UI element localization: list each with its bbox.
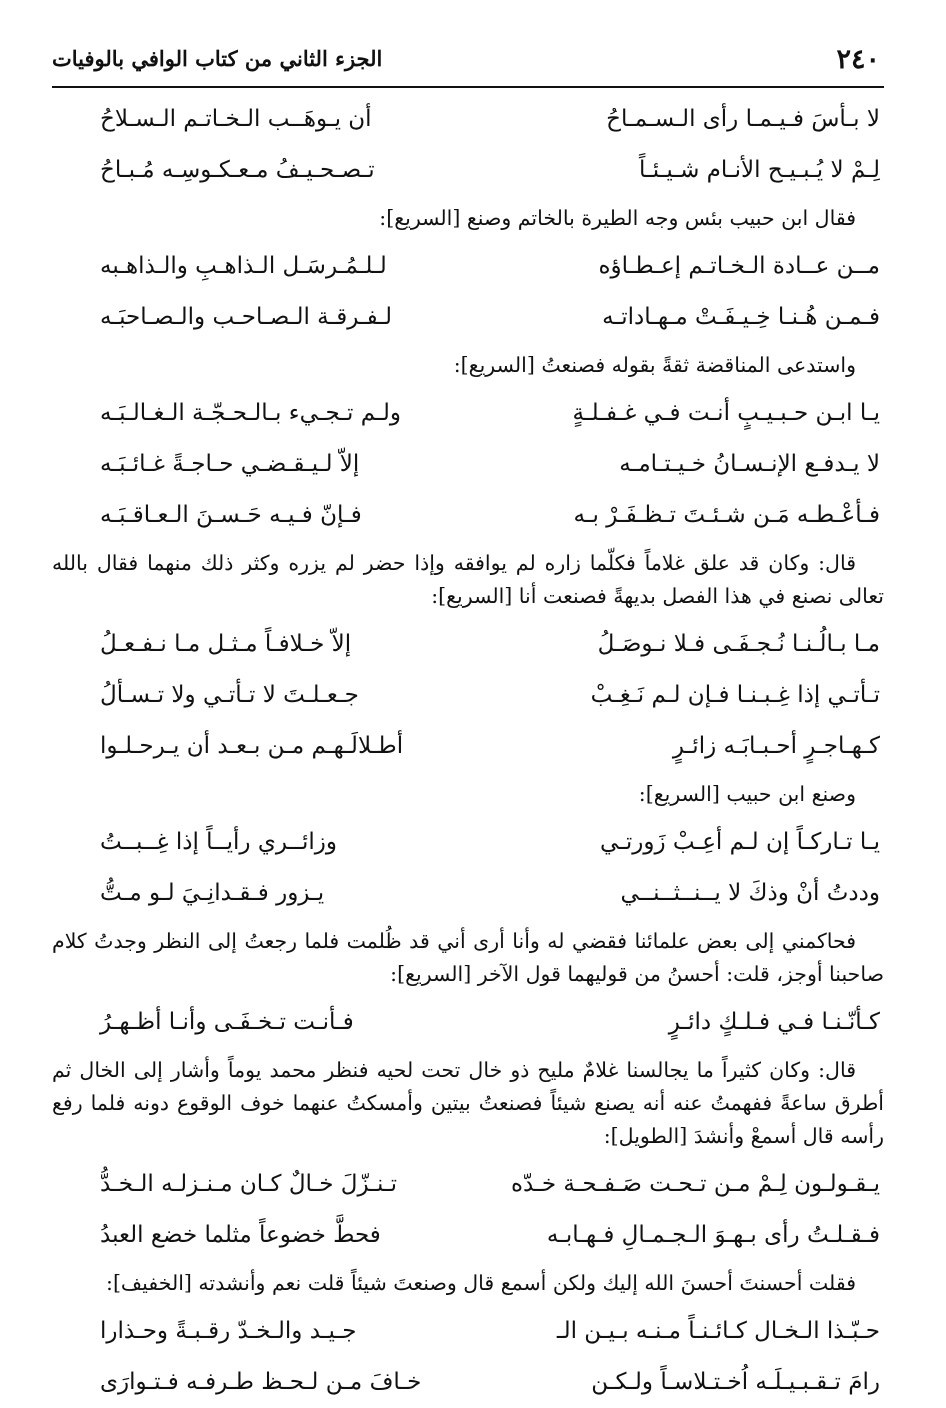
verse-line <box>52 241 884 292</box>
verse-second-hemistich: يـزور فـقـدانِـيَ لـو مـتُّ <box>100 880 325 906</box>
verse-line <box>52 619 884 670</box>
prose-paragraph: قال: وكان كثيراً ما يجالسنا غلامٌ مليح ذو خال تحت لحيه فنظر محمد يوماً وأشار إلى الخال ثم أطرق ساعةً ففهمتُ عنه أنه يصنع شيئاً فصنعتُ بيتين وأمسكتُ عنهما خوف الوقوع دونه فلما رفع رأسه قال أسمعْ وأنشدَ [الطويل]: <box>52 1058 884 1148</box>
verse-line <box>52 490 884 541</box>
prose-paragraph: قال: وكان قد علق غلاماً فكلّما زاره لم يوافقه وإذا حضر لم يزره وكثر ذلك منهما فقال بالله تعالى نصنع في هذا الفصل بديهةً فصنعت أنا [السريع]: <box>52 551 884 608</box>
prose-paragraph: فقال ابن حبيب بئس وجه الطيرة بالخاتم وصنع [السريع]: <box>379 206 856 230</box>
verse-first-hemistich: فـأعْـطـه مَـن شـئـتَ تـظـفَـرْ بـه <box>573 502 880 528</box>
verse-first-hemistich: رامَ تـقـبـيـلَـه اُخـتـلاسـاً ولـكـن <box>591 1369 880 1395</box>
verse-line <box>52 817 884 868</box>
verse-second-hemistich: فـإنّ فـيـه حَـسـنَ الـعـاقـبَـه <box>100 502 362 528</box>
verse-line <box>52 1306 884 1357</box>
verse-line <box>52 292 884 343</box>
verse-first-hemistich: وددتُ أنْ وذكَ لا يــنــثــنــي <box>620 880 880 906</box>
verse-first-hemistich: فـمـن هُـنـا خِـيـفَـتْ مـهـاداتـه <box>602 304 880 330</box>
verse-line <box>52 94 884 145</box>
page-number: ٢٤٠ <box>836 44 880 75</box>
verse-line <box>52 1159 884 1210</box>
verse-line <box>52 145 884 196</box>
verse-first-hemistich: مـا بـالُـنـا نُـجـفَـى فـلا نـوصَـلُ <box>597 631 880 657</box>
verse-second-hemistich: لـلـمُـرسَـل الـذاهـبِ والـذاهـبه <box>100 253 387 279</box>
verse-second-hemistich: تـنـزّلَ خـالٌ كـان مـنـزلـه الـخـدُّ <box>100 1171 398 1197</box>
verse-second-hemistich: جـعـلـتَ لا تـأتـي ولا تـسـألُ <box>100 682 359 708</box>
verse-first-hemistich: لِـمْ لا يُـبـيـح الأنـام شـيـئـاً <box>638 157 880 183</box>
verse-line <box>52 1210 884 1261</box>
verse-second-hemistich: أطـلالَـهـم مـن بـعـد أن يـرحـلـوا <box>100 733 404 759</box>
page-content <box>52 94 884 1408</box>
verse-second-hemistich: أن يـوهَــب الـخـاتـم الـسـلاحُ <box>100 106 372 132</box>
verse-second-hemistich: إلاّ لـيـقـضـي حـاجـةً غـائـبَـه <box>100 451 360 477</box>
verse-line <box>52 997 884 1048</box>
prose-paragraph: واستدعى المناقضة ثقةً بقوله فصنعتُ [السريع]: <box>453 353 856 377</box>
verse-first-hemistich: تـأتـي إذا غِـبـنـا فـإن لـم نَـغِـبْ <box>590 682 880 708</box>
verse-line <box>52 388 884 439</box>
verse-second-hemistich: تـصـحـيـفُ مـعـكـوسِـه مُـبـاحُ <box>100 157 375 183</box>
prose-paragraph: فقلت أحسنتَ أحسنَ الله إليك ولكن أسمع قال وصنعتَ شيئاً قلت نعم وأنشدته [الخفيف]: <box>106 1271 856 1295</box>
verse-line <box>52 439 884 490</box>
verse-first-hemistich: يـا تـاركـاً إن لـم أعِـبْ زَورتـي <box>599 829 880 855</box>
verse-second-hemistich: لـفـرقـة الـصـاحـب والـصـاحبَـه <box>100 304 393 330</box>
verse-first-hemistich: يـا ابـن حـبـيـبٍ أنـت فـي غـفـلـةٍ <box>572 400 880 426</box>
verse-line <box>52 670 884 721</box>
verse-line <box>52 721 884 772</box>
prose-paragraph: وصنع ابن حبيب [السريع]: <box>638 782 856 806</box>
verse-second-hemistich: ولـم تـجـيء بـالـحـجّـة الـغـالـبَـه <box>100 400 401 426</box>
page-header <box>52 38 884 88</box>
verse-first-hemistich: كـهـاجـرٍ أحـبـابَـه زائـرٍ <box>672 733 880 759</box>
running-title: الجزء الثاني من كتاب الوافي بالوفيات <box>52 46 383 71</box>
verse-line <box>52 868 884 919</box>
verse-second-hemistich: إلاّ خـلافـاً مـثـل مـا نـفـعـلُ <box>100 631 352 657</box>
verse-first-hemistich: فـقـلـتُ رأى بـهـوَ الـجـمـالِ فـهـابـه <box>546 1222 880 1248</box>
verse-second-hemistich: جـيـد والـخـدّ رقـبـةً وحـذارا <box>100 1318 357 1344</box>
verse-first-hemistich: مــن عــادة الـخـاتـم إعـطـاؤه <box>598 253 880 279</box>
verse-second-hemistich: وزائــري رأيــاً إذا غِــبــتُ <box>100 829 338 855</box>
verse-first-hemistich: لا يـدفـع الإنـسـانُ خـيـتـامـه <box>619 451 880 477</box>
verse-second-hemistich: فـأنـت تـخـفَـى وأنـا أظـهـرُ <box>100 1009 354 1035</box>
verse-line <box>52 1357 884 1408</box>
prose-paragraph: فحاكمني إلى بعض علمائنا فقضي له وأنا أرى أني قد ظُلمت فلما رجعتُ إلى النظر وجدتُ كلام صاحبنا أوجز، قلت: أحسنُ من قوليهما قول الآخر [السريع]: <box>52 929 884 986</box>
verse-second-hemistich: خـافَ مـن لـحـظ طـرفـه فـتـوارَى <box>100 1369 422 1395</box>
verse-second-hemistich: فحطَّ خضوعاً مثلما خضع العبدُ <box>100 1222 381 1248</box>
verse-first-hemistich: حـبّـذا الـخـال كـائـنـاً مـنـه بـيـن الـ <box>556 1318 880 1344</box>
verse-first-hemistich: لا بـأسَ فـيـمـا رأى الـسـمـاحُ <box>606 106 880 132</box>
verse-first-hemistich: كـأنّـنـا فـي فـلـكٍ دائـرٍ <box>668 1009 880 1035</box>
verse-first-hemistich: يـقـولـون لِـمْ مـن تـحـت صَـفـحـة خـدّه <box>510 1171 880 1197</box>
